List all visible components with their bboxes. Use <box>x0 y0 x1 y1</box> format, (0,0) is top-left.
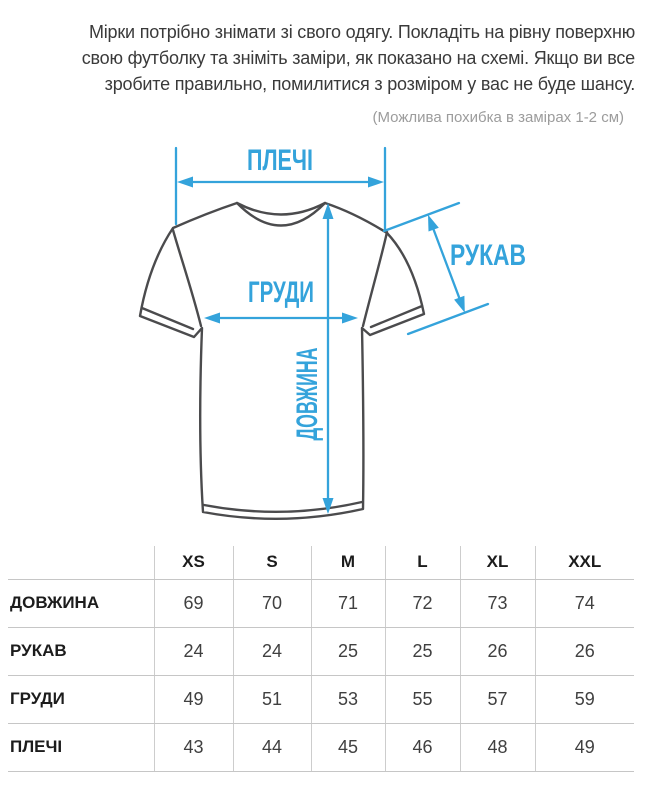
size-table <box>8 546 634 772</box>
size-value-cell: 69 <box>154 579 233 627</box>
size-column-header: XS <box>154 546 233 579</box>
table-row <box>8 579 634 627</box>
size-value-cell: 55 <box>385 675 460 723</box>
table-row <box>8 675 634 723</box>
size-value-cell: 51 <box>233 675 311 723</box>
shoulders-arrowhead-right <box>368 177 384 188</box>
size-value-cell: 46 <box>385 723 460 771</box>
tshirt-measurement-diagram <box>0 140 645 545</box>
size-table-corner-cell <box>8 546 154 579</box>
table-row <box>8 723 634 771</box>
sleeve-arrowhead-bottom <box>454 296 465 313</box>
shoulders-label: ПЛЕЧІ <box>247 144 313 177</box>
sleeve-label: РУКАВ <box>450 239 526 272</box>
size-column-header: XXL <box>535 546 634 579</box>
size-value-cell: 53 <box>311 675 385 723</box>
size-value-cell: 74 <box>535 579 634 627</box>
measure-row-label: ДОВЖИНА <box>8 579 154 627</box>
size-value-cell: 25 <box>311 627 385 675</box>
length-label: ДОВЖИНА <box>291 283 324 441</box>
intro-line: зробите правильно, помилитися з розміром у вас не буде шансу. <box>104 74 635 94</box>
tolerance-note: (Можлива похибка в замірах 1-2 см) <box>372 109 624 126</box>
size-value-cell: 45 <box>311 723 385 771</box>
measure-row-label: ГРУДИ <box>8 675 154 723</box>
size-value-cell: 24 <box>233 627 311 675</box>
size-value-cell: 72 <box>385 579 460 627</box>
size-value-cell: 70 <box>233 579 311 627</box>
size-column-header: L <box>385 546 460 579</box>
size-value-cell: 49 <box>154 675 233 723</box>
size-column-header: S <box>233 546 311 579</box>
size-value-cell: 26 <box>460 627 535 675</box>
size-value-cell: 73 <box>460 579 535 627</box>
table-row <box>8 627 634 675</box>
intro-paragraph <box>28 19 635 97</box>
intro-line: Мірки потрібно знімати зі свого одягу. Покладіть на рівну поверхню <box>88 22 635 42</box>
shoulders-arrowhead-left <box>177 177 193 188</box>
size-value-cell: 26 <box>535 627 634 675</box>
measure-row-label: РУКАВ <box>8 627 154 675</box>
size-column-header: M <box>311 546 385 579</box>
collar-inner-line <box>237 203 325 215</box>
size-table-header-row <box>8 546 634 579</box>
sleeve-arrowhead-top <box>428 215 439 232</box>
size-column-header: XL <box>460 546 535 579</box>
tshirt-outline <box>140 203 424 519</box>
size-value-cell: 71 <box>311 579 385 627</box>
size-value-cell: 49 <box>535 723 634 771</box>
size-value-cell: 44 <box>233 723 311 771</box>
measure-row-label: ПЛЕЧІ <box>8 723 154 771</box>
size-value-cell: 57 <box>460 675 535 723</box>
size-value-cell: 59 <box>535 675 634 723</box>
sleeve-extension-top <box>384 203 459 231</box>
size-value-cell: 24 <box>154 627 233 675</box>
size-value-cell: 48 <box>460 723 535 771</box>
size-value-cell: 25 <box>385 627 460 675</box>
intro-line: свою футболку та зніміть заміри, як показано на схемі. Якщо ви все <box>81 48 635 68</box>
size-value-cell: 43 <box>154 723 233 771</box>
chest-label: ГРУДИ <box>248 276 314 309</box>
